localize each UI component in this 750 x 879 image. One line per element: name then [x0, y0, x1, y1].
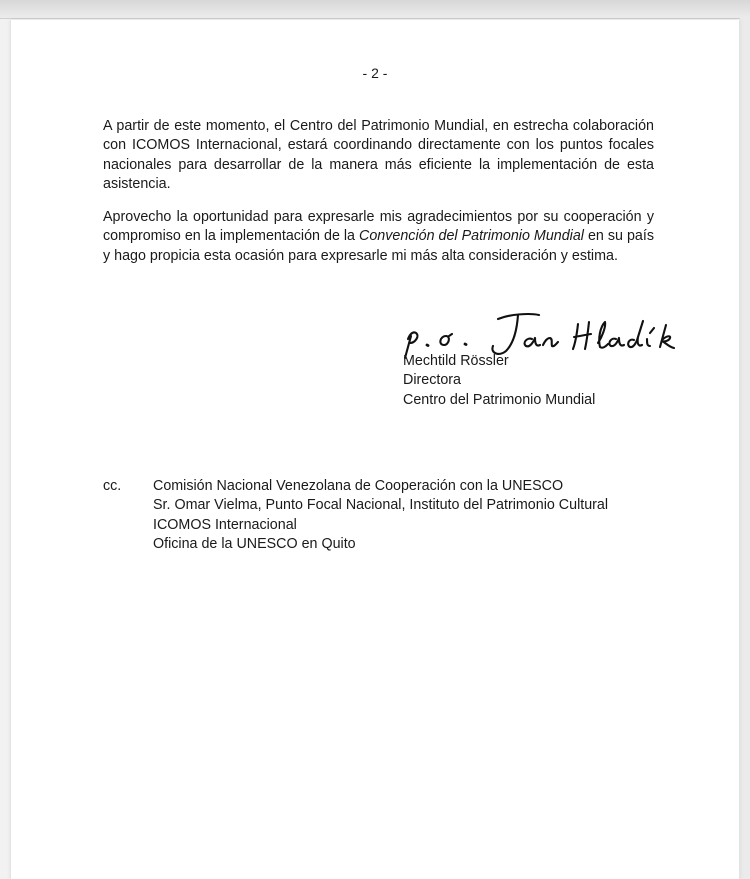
viewer-right-edge	[740, 18, 750, 879]
cc-recipient: ICOMOS Internacional	[153, 516, 297, 533]
cc-list	[153, 477, 608, 554]
cc-label: cc.	[103, 478, 122, 494]
viewer-top-bar	[0, 0, 750, 19]
page-number: - 2 -	[362, 65, 388, 81]
paragraph-2-italic: Convención del Patrimonio Mundial	[359, 228, 584, 245]
signer-title: Directora	[403, 372, 461, 389]
signer-block	[403, 352, 595, 410]
cc-recipient: Oficina de la UNESCO en Quito	[153, 535, 356, 552]
cc-recipient: Comisión Nacional Venezolana de Cooperación con la UNESCO	[153, 478, 564, 494]
paragraph-2	[103, 208, 654, 266]
cc-recipient: Sr. Omar Vielma, Punto Focal Nacional, Instituto del Patrimonio Cultural	[153, 497, 609, 514]
signer-name: Mechtild Rössler	[403, 353, 509, 369]
document-page	[10, 20, 740, 879]
paragraph-1: A partir de este momento, el Centro del Patrimonio Mundial, en estrecha colaboración con ICOMOS Internacional, estará coordinando directamente con los puntos focales nacionales para desarrollar de la manera más eficiente la implementación de esta asistencia.	[103, 118, 654, 192]
signer-organization: Centro del Patrimonio Mundial	[403, 391, 596, 408]
paragraph-2-text-b: en su país y hago propicia esta ocasión para expresarle mi más alta consideración y estima.	[103, 228, 654, 264]
paragraph-2-text-a: Aprovecho la oportunidad para expresarle mis agradecimientos por su cooperación y compromiso en la implementación de la	[103, 209, 654, 245]
